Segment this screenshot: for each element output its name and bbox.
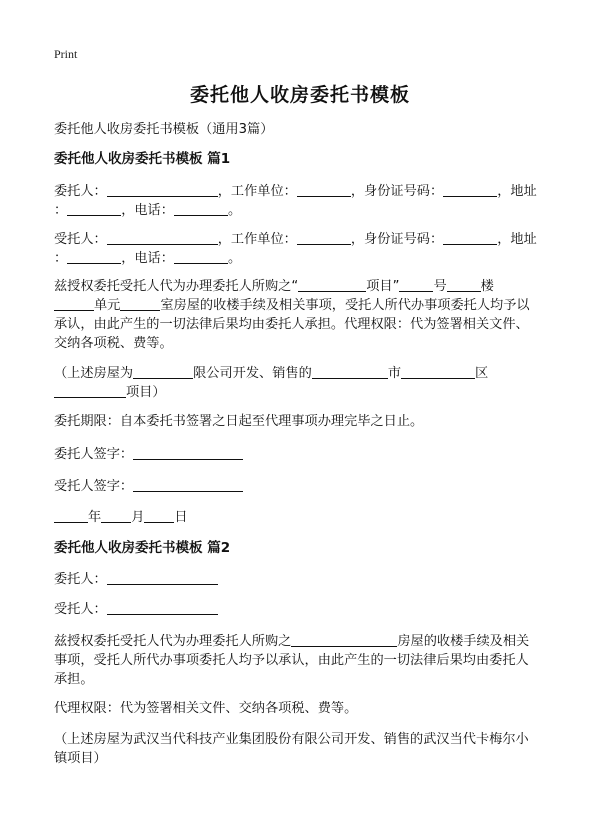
s1-auth-line-2 bbox=[54, 296, 530, 315]
s1-note-open: （上述房屋为 bbox=[54, 366, 134, 381]
s1-note-city: 市 bbox=[387, 366, 401, 381]
s1-auth-intro: 兹授权委托受托人代为办理委托人所购之“ bbox=[54, 279, 299, 294]
s1-auth-project: 项目” bbox=[366, 279, 400, 294]
s1-auth-no-blank bbox=[399, 277, 433, 292]
s1-agent-colon: ： bbox=[54, 251, 68, 266]
s2-principal-line bbox=[54, 570, 218, 589]
s1-note-project-blank bbox=[54, 383, 126, 398]
s1-auth-line-4: 交纳各项税、费等。 bbox=[54, 336, 173, 351]
s2-scope: 代理权限：代为签署相关文件、交纳各项税、费等。 bbox=[54, 701, 358, 716]
s1-auth-building-blank bbox=[447, 277, 481, 292]
s1-agent-sign-blank bbox=[133, 477, 243, 492]
s1-auth-room: 室房屋的收楼手续及相关事项，受托人所代办事项委托人均予以 bbox=[160, 298, 530, 313]
document-subtitle: 委托他人收房委托书模板（通用3篇） bbox=[54, 122, 274, 137]
s1-agent-sign-label: 受托人签字： bbox=[54, 479, 134, 494]
s1-principal-colon: ： bbox=[54, 203, 68, 218]
s1-note-company: 限公司开发、销售的 bbox=[193, 366, 312, 381]
s1-date-day: 日 bbox=[174, 510, 188, 525]
s1-principal-line bbox=[54, 182, 537, 201]
s1-agent-end: 。 bbox=[227, 251, 242, 266]
s1-day-blank bbox=[144, 508, 174, 523]
s1-note-city-blank bbox=[312, 364, 388, 379]
s1-principal-address-label: ，地址 bbox=[497, 184, 537, 199]
s2-note-line-2: 镇项目） bbox=[54, 751, 107, 766]
s1-agent-address-label: ，地址 bbox=[497, 232, 537, 247]
s2-agent-label: 受托人： bbox=[54, 602, 107, 617]
s1-agent-work-blank bbox=[297, 230, 351, 245]
s1-term: 委托期限：自本委托书签署之日起至代理事项办理完毕之日止。 bbox=[54, 414, 424, 429]
s1-note-district-blank bbox=[401, 364, 475, 379]
s1-principal-work-label: ，工作单位： bbox=[217, 184, 297, 199]
s1-agent-sign bbox=[54, 477, 243, 496]
s2-auth-house-blank bbox=[291, 632, 397, 647]
s1-principal-address-blank bbox=[67, 201, 121, 216]
s1-note-line-1 bbox=[54, 364, 488, 383]
s1-auth-no: 号 bbox=[433, 279, 447, 294]
s2-agent-blank bbox=[107, 600, 218, 615]
s2-auth-line-2: 事项，受托人所代办事项委托人均予以承认，由此产生的一切法律后果均由委托人 bbox=[54, 653, 529, 668]
s1-auth-project-blank bbox=[298, 277, 366, 292]
section-2-heading: 委托他人收房委托书模板 篇2 bbox=[54, 540, 231, 556]
s1-date-line bbox=[54, 508, 188, 527]
s1-note-company-blank bbox=[133, 364, 193, 379]
s1-principal-name-blank bbox=[107, 182, 218, 197]
s1-agent-id-blank bbox=[443, 230, 497, 245]
s1-auth-unit: 单元 bbox=[94, 298, 121, 313]
s1-agent-line-2 bbox=[54, 249, 241, 268]
s2-principal-blank bbox=[107, 570, 218, 585]
s1-agent-line bbox=[54, 230, 537, 249]
s1-auth-line-3: 承认，由此产生的一切法律后果均由委托人承担。代理权限：代为签署相关文件、 bbox=[54, 317, 529, 332]
s1-principal-sign-blank bbox=[133, 445, 243, 460]
s2-note-line-1: （上述房屋为武汉当代科技产业集团股份有限公司开发、销售的武汉当代卡梅尔小 bbox=[54, 732, 529, 747]
s1-auth-line-1 bbox=[54, 277, 494, 296]
s1-agent-phone-blank bbox=[174, 249, 228, 264]
s1-agent-phone-label: ，电话： bbox=[121, 251, 174, 266]
s1-date-year: 年 bbox=[88, 510, 102, 525]
s2-auth-line-3: 承担。 bbox=[54, 672, 94, 687]
section-1-heading: 委托他人收房委托书模板 篇1 bbox=[54, 151, 231, 167]
s1-principal-sign bbox=[54, 445, 243, 464]
s1-agent-name-blank bbox=[107, 230, 218, 245]
s1-month-blank bbox=[101, 508, 131, 523]
print-link[interactable]: Print bbox=[54, 47, 78, 61]
s1-agent-work-label: ，工作单位： bbox=[217, 232, 297, 247]
s1-year-blank bbox=[54, 508, 88, 523]
s1-principal-sign-label: 委托人签字： bbox=[54, 447, 134, 462]
s1-principal-phone-blank bbox=[174, 201, 228, 216]
s1-auth-building: 楼 bbox=[480, 279, 494, 294]
s1-note-district: 区 bbox=[475, 366, 489, 381]
document-title: 委托他人收房委托书模板 bbox=[189, 84, 410, 106]
s1-auth-unit-blank bbox=[54, 296, 94, 311]
s1-agent-label: 受托人： bbox=[54, 232, 107, 247]
s1-principal-id-label: ，身份证号码： bbox=[350, 184, 444, 199]
s1-principal-phone-label: ，电话： bbox=[121, 203, 174, 218]
s1-note-line-2 bbox=[54, 383, 166, 402]
s1-principal-id-blank bbox=[443, 182, 497, 197]
s1-agent-address-blank bbox=[67, 249, 121, 264]
s1-principal-end: 。 bbox=[227, 203, 242, 218]
s1-note-project: 项目） bbox=[126, 385, 166, 400]
s2-auth-line-1 bbox=[54, 632, 529, 651]
s2-agent-line bbox=[54, 600, 218, 619]
s1-principal-work-blank bbox=[297, 182, 351, 197]
s2-auth-house: 房屋的收楼手续及相关 bbox=[397, 634, 530, 649]
s2-auth-open: 兹授权委托受托人代为办理委托人所购之 bbox=[54, 634, 292, 649]
s1-principal-line-2 bbox=[54, 201, 241, 220]
s1-auth-room-blank bbox=[120, 296, 160, 311]
s1-principal-label: 委托人： bbox=[54, 184, 107, 199]
s1-date-month: 月 bbox=[131, 510, 145, 525]
s2-principal-label: 委托人： bbox=[54, 572, 107, 587]
s1-agent-id-label: ，身份证号码： bbox=[350, 232, 444, 247]
